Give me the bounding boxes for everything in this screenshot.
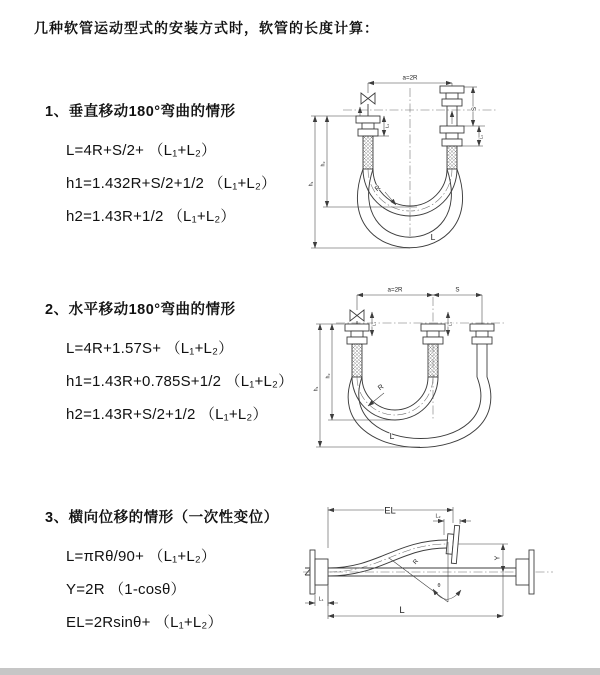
right-flange-connector bbox=[440, 86, 464, 169]
dim-label-s: S bbox=[471, 106, 478, 112]
dim-label-h1: h₁ bbox=[308, 181, 315, 187]
dim-label-l2: L₂ bbox=[478, 134, 484, 140]
section-2-heading: 2、水平移动180°弯曲的情形 bbox=[45, 302, 236, 318]
diagram-vertical-180-bend bbox=[305, 64, 535, 254]
dim-label-l1: L₁ bbox=[371, 322, 377, 326]
dimension-s-l2 bbox=[459, 87, 485, 146]
dimension-l2 bbox=[433, 514, 471, 536]
dim-label-r: R bbox=[377, 383, 386, 393]
dim-label-r: R bbox=[411, 557, 420, 566]
dim-label-l: L bbox=[399, 605, 405, 616]
section-lateral-displacement bbox=[45, 509, 279, 639]
right-flange bbox=[516, 550, 534, 594]
radius-callout bbox=[368, 383, 385, 406]
section-2-formula-h2: h2=1.43R+S/2+1/2 （L₁+L₂） bbox=[66, 406, 268, 423]
braided-hose-section bbox=[428, 344, 438, 377]
section-3-formula-Y: Y=2R （1-cosθ） bbox=[66, 581, 186, 598]
dimension-y bbox=[458, 544, 508, 616]
left-flange bbox=[310, 550, 328, 594]
braided-hose-section bbox=[352, 344, 362, 377]
section-1-formula-h1: h1=1.432R+S/2+1/2 （L₁+L₂） bbox=[66, 175, 277, 192]
dim-label-theta: θ bbox=[437, 583, 441, 589]
dimension-el bbox=[328, 506, 453, 549]
section-3-heading: 3、横向位移的情形（一次性变位） bbox=[45, 510, 279, 526]
page-title: 几种软管运动型式的安装方式时，软管的长度计算： bbox=[34, 20, 379, 36]
right-flange-connector bbox=[470, 324, 494, 377]
dim-label-a2r: a=2R bbox=[402, 74, 418, 82]
middle-flange-connector bbox=[421, 324, 445, 377]
upper-flange bbox=[445, 525, 459, 564]
dim-label-l2: L₂ bbox=[435, 513, 441, 520]
dim-label-el: EL bbox=[384, 505, 396, 517]
dim-label-l1: L₁ bbox=[318, 596, 324, 603]
dim-label-a2r: a=2R bbox=[387, 286, 403, 294]
dimension-l bbox=[328, 578, 503, 619]
s-curved-hose-displaced-position bbox=[328, 540, 447, 576]
section-3-formula-L: L=πRθ/90+ （L₁+L₂） bbox=[66, 548, 217, 565]
section-1-formula-h2: h2=1.43R+1/2 （L₁+L₂） bbox=[66, 208, 236, 225]
section-horizontal-180-bend bbox=[45, 301, 293, 431]
dim-label-h2: h₂ bbox=[320, 161, 327, 167]
dim-label-s: S bbox=[455, 286, 460, 294]
braided-hose-section bbox=[447, 146, 457, 169]
valve-icon bbox=[361, 93, 375, 116]
dim-label-h1: h₁ bbox=[313, 386, 320, 392]
section-1-formula-L: L=4R+S/2+ （L₁+L₂） bbox=[66, 142, 217, 159]
dim-label-l1: L₁ bbox=[385, 123, 391, 129]
section-vertical-180-bend bbox=[45, 103, 276, 233]
diagram-lateral-displacement bbox=[298, 497, 598, 647]
section-3-formula-EL: EL=2Rsinθ+ （L₁+L₂） bbox=[66, 614, 223, 631]
valve-icon bbox=[350, 310, 364, 324]
section-2-formula-L: L=4R+1.57S+ （L₁+L₂） bbox=[66, 340, 234, 357]
dim-label-l2: L₂ bbox=[447, 321, 453, 327]
dim-label-l: L bbox=[430, 232, 436, 242]
dim-label-r: R bbox=[373, 184, 383, 194]
dim-label-h2: h₂ bbox=[325, 373, 332, 379]
dimension-span-top bbox=[357, 287, 482, 325]
braided-hose-section bbox=[363, 136, 373, 169]
left-flange-connector bbox=[356, 116, 380, 169]
bottom-gray-bar bbox=[0, 668, 600, 675]
dim-label-y: Y bbox=[494, 555, 502, 561]
diagram-horizontal-180-bend bbox=[308, 281, 593, 451]
dim-label-l: L bbox=[389, 431, 395, 441]
section-2-formula-h1: h1=1.43R+0.785S+1/2 （L₁+L₂） bbox=[66, 373, 294, 390]
hose-u-bends bbox=[348, 377, 491, 448]
section-1-heading: 1、垂直移动180°弯曲的情形 bbox=[45, 104, 236, 120]
left-flange-connector bbox=[345, 324, 369, 377]
